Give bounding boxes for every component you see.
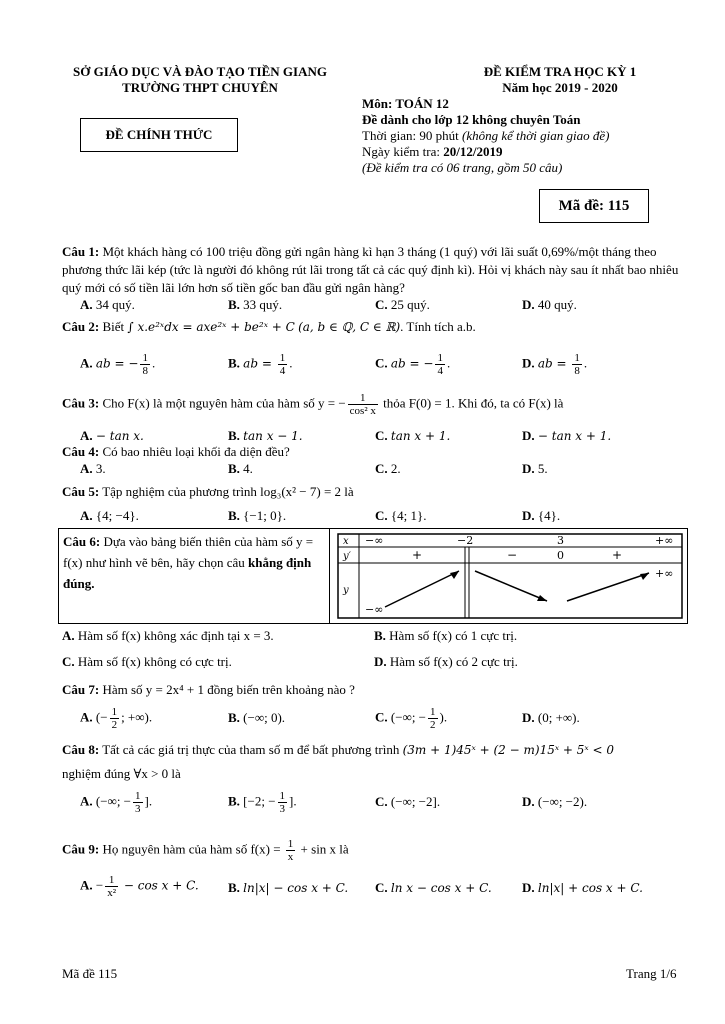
x-value: −2 xyxy=(457,534,474,547)
question-4-options xyxy=(0,461,725,479)
option-d: D. (−∞; −2). xyxy=(522,794,588,809)
increase-arrow xyxy=(567,573,649,601)
option-a: A. − $\frac{1}{\text{x²}}$ − cos x + C. xyxy=(80,874,199,899)
question-3: Câu 3: Cho F(x) là một nguyên hàm của hàm số y = − $\frac{1}{\text{cos² x}}$ thỏa F(0) = 1. Khi đó, ta có F(x) là xyxy=(62,392,564,417)
exam-subject: Môn: TOÁN 12 xyxy=(362,96,449,111)
option-a: A. (− $\frac{1}{2}$ ; +∞). xyxy=(80,706,153,731)
option-c: C. 25 quý. xyxy=(375,297,430,312)
option-a: A. {4; −4}. xyxy=(80,508,139,523)
y-label: y xyxy=(343,585,349,596)
question-4: Câu 4: Có bao nhiêu loại khối đa diện đều? xyxy=(62,444,290,459)
department-header xyxy=(40,64,360,96)
question-7: Câu 7: Hàm số y = 2x⁴ + 1 đồng biến trên khoảng nào ? xyxy=(62,682,355,697)
question-6-text: Câu 6: Dựa vào bảng biến thiên của hàm số y = f(x) như hình vẽ bên, hãy chọn câu khẳng định đúng. xyxy=(63,534,314,591)
option-b: B. 4. xyxy=(228,461,253,476)
option-b: B. [−2; − $\frac{1}{3}$ ]. xyxy=(228,790,297,815)
question-5: Câu 5: Tập nghiệm của phương trình log₃(x² − 7) = 2 là xyxy=(62,484,354,499)
footer-page-number: Trang 1/6 xyxy=(626,966,677,981)
option-d: D. Hàm số f(x) có 2 cực trị. xyxy=(374,654,518,669)
option-d: D. 5. xyxy=(522,461,548,476)
question-2-integral: ∫ x.e²ˣdx = axe²ˣ + be²ˣ + C xyxy=(127,320,295,334)
exam-code: Mã đề: 115 xyxy=(558,197,630,214)
option-b: B. ln|x| − cos x + C. xyxy=(228,880,349,895)
option-a: A. 34 quý. xyxy=(80,297,135,312)
exam-date: Ngày kiểm tra: 20/12/2019 xyxy=(362,144,503,159)
option-c: C. Hàm số f(x) không có cực trị. xyxy=(62,654,232,669)
option-b: B. tan x − 1. xyxy=(228,428,303,443)
x-value: −∞ xyxy=(365,534,384,547)
official-exam-box xyxy=(80,118,238,152)
exam-header xyxy=(420,64,700,96)
official-label: ĐỀ CHÍNH THỨC xyxy=(105,127,213,142)
option-d: D. 40 quý. xyxy=(522,297,577,312)
increase-arrow xyxy=(385,571,459,607)
exam-pages-note: (Đề kiểm tra có 06 trang, gồm 50 câu) xyxy=(362,160,563,175)
yprime-label: y′ xyxy=(343,551,351,562)
option-d: D. ln|x| + cos x + C. xyxy=(522,880,643,895)
sign-value: 0 xyxy=(557,549,564,562)
question-5-options xyxy=(0,508,725,526)
option-c: C. 2. xyxy=(375,461,401,476)
option-c: C. ab = − $\frac{1}{4}$ . xyxy=(375,352,451,377)
y-value: −∞ xyxy=(365,603,384,616)
exam-info xyxy=(362,96,712,176)
option-c: C. ln x − cos x + C. xyxy=(375,880,492,895)
option-c: C. {4; 1}. xyxy=(375,508,427,523)
question-6-box xyxy=(58,528,688,624)
school-name: TRƯỜNG THPT CHUYÊN xyxy=(122,80,278,95)
x-value: 3 xyxy=(557,534,564,547)
footer-exam-code: Mã đề 115 xyxy=(62,966,118,981)
option-a: A. (−∞; − $\frac{1}{3}$ ]. xyxy=(80,790,153,815)
option-b: B. {−1; 0}. xyxy=(228,508,287,523)
question-8-continued: nghiệm đúng ∀x > 0 là xyxy=(62,766,181,781)
question-9: Câu 9: Họ nguyên hàm của hàm số f(x) = $\frac{1}{x}$ + sin x là xyxy=(62,838,349,863)
exam-time: Thời gian: 90 phút (không kể thời gian giao đề) xyxy=(362,128,610,143)
question-1-text: Một khách hàng có 100 triệu đồng gửi ngân hàng kì hạn 3 tháng (1 quý) với lãi suất 0,69%/một tháng theo phương thức lãi kép (tức là người đó không rút lãi trong tất cả các quý định kì). Hỏi vị khách này sau ít nhất bao nhiêu quý mới có số tiền lãi lớn hơn số tiền gốc ban đầu gửi ngân hàng? xyxy=(62,244,679,295)
option-c: C. (−∞; − $\frac{1}{2}$ ). xyxy=(375,706,448,731)
arrow-head xyxy=(640,573,649,580)
option-c: C. (−∞; −2]. xyxy=(375,794,441,809)
option-a: A. ab = − $\frac{1}{8}$ . xyxy=(80,352,156,377)
question-9-options xyxy=(0,872,725,906)
arrow-head xyxy=(537,595,547,601)
question-6-divider xyxy=(329,529,330,623)
question-8: Câu 8: Tất cả các giá trị thực của tham số m để bất phương trình (3m + 1)45ˣ + (2 − m)15ˣ + 5ˣ < 0 xyxy=(62,742,614,757)
option-a: A. − tan x. xyxy=(80,428,144,443)
option-b: B. 33 quý. xyxy=(228,297,283,312)
option-b: B. (−∞; 0). xyxy=(228,710,286,725)
x-value: +∞ xyxy=(655,534,674,547)
option-d: D. (0; +∞). xyxy=(522,710,580,725)
question-8-inequality: (3m + 1)45ˣ + (2 − m)15ˣ + 5ˣ < 0 xyxy=(402,743,614,757)
exam-title: ĐỀ KIỂM TRA HỌC KỲ 1 xyxy=(483,64,637,79)
option-b: B. ab = $\frac{1}{4}$ . xyxy=(228,352,293,377)
question-8-options xyxy=(0,788,725,822)
decrease-arrow xyxy=(475,571,547,601)
sign-value: − xyxy=(507,548,518,562)
option-d: D. {4}. xyxy=(522,508,561,523)
option-d: D. − tan x + 1. xyxy=(522,428,612,443)
question-2-options xyxy=(0,348,725,382)
sign-value: + xyxy=(412,548,423,562)
school-year: Năm học 2019 - 2020 xyxy=(502,80,618,95)
sign-value: + xyxy=(612,548,623,562)
question-1: Câu 1: Một khách hàng có 100 triệu đồng gửi ngân hàng kì hạn 3 tháng (1 quý) với lãi suất 0,69%/một tháng theo phương thức lãi kép (tức là người đó không rút lãi trong tất cả các quý định kì). Hỏi vị khách này sau ít nhất bao nhiêu quý mới có số tiền lãi lớn hơn số tiền gốc ban đầu gửi ngân hàng? xyxy=(62,244,679,295)
question-2: Câu 2: Biết ∫ x.e²ˣdx = axe²ˣ + be²ˣ + C (a, b ∈ ℚ, C ∈ ℝ). Tính tích a.b. xyxy=(62,319,476,334)
exam-code-box xyxy=(539,189,649,223)
option-d: D. ab = $\frac{1}{8}$ . xyxy=(522,352,588,377)
department-name: SỞ GIÁO DỤC VÀ ĐÀO TẠO TIỀN GIANG xyxy=(73,64,327,79)
option-c: C. tan x + 1. xyxy=(375,428,451,443)
x-label: x xyxy=(343,536,349,547)
arrow-head xyxy=(450,571,459,579)
question-6-options xyxy=(0,628,725,678)
y-value: +∞ xyxy=(655,567,674,580)
question-1-options xyxy=(0,297,725,315)
exam-target: Đề dành cho lớp 12 không chuyên Toán xyxy=(362,112,581,127)
option-a: A. Hàm số f(x) không xác định tại x = 3. xyxy=(62,628,274,643)
option-b: B. Hàm số f(x) có 1 cực trị. xyxy=(374,628,518,643)
option-a: A. 3. xyxy=(80,461,106,476)
variation-table xyxy=(337,533,683,619)
question-7-options xyxy=(0,704,725,734)
